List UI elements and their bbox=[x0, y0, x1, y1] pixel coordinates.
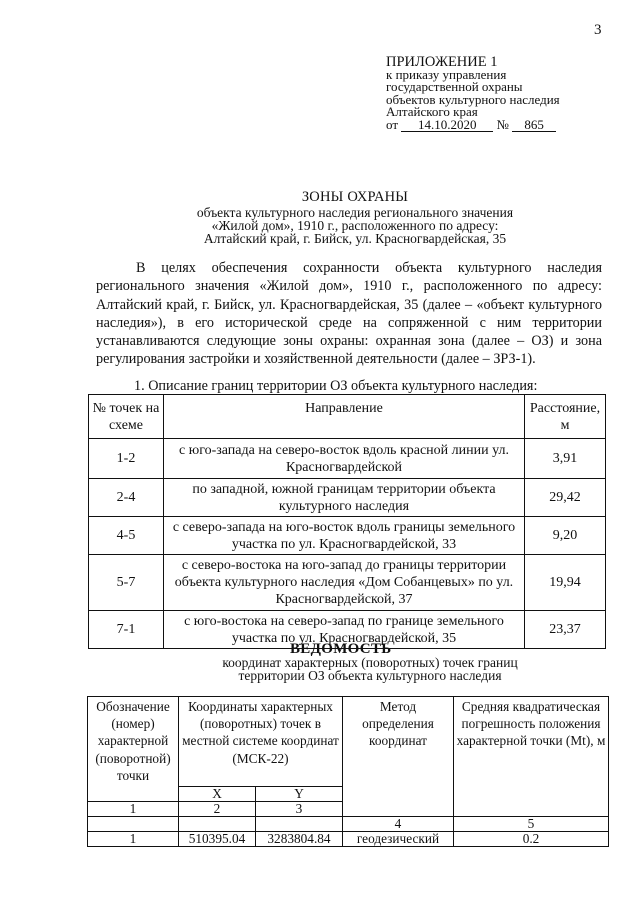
table-header-row bbox=[89, 395, 606, 439]
appendix-block bbox=[386, 56, 626, 132]
header-method: Метод определения координат bbox=[343, 697, 454, 817]
appendix-line: государственной охраны bbox=[386, 79, 523, 94]
section-title: 1. Описание границ территории ОЗ объекта культурного наследия: bbox=[134, 378, 538, 394]
boundary-table bbox=[88, 394, 606, 649]
vedomost-subtitle-line: координат характерных (поворотных) точек границ bbox=[222, 655, 518, 670]
appendix-line: Алтайского края bbox=[386, 104, 478, 119]
cell-direction: с юго-запада на северо-восток вдоль красной линии ул. Красногвардейской bbox=[164, 439, 525, 479]
column-number-row bbox=[88, 817, 609, 832]
number-sign: № bbox=[496, 116, 509, 132]
cell-direction: с юго-востока на северо-запад по границе земельного участка по ул. Красногвардейской, 35 bbox=[164, 611, 525, 649]
table-row bbox=[89, 555, 606, 611]
order-number: 865 bbox=[512, 119, 556, 133]
table-row bbox=[89, 439, 606, 479]
column-number: 1 bbox=[88, 802, 179, 817]
page-number: 3 bbox=[594, 22, 602, 38]
coordinates-table bbox=[87, 696, 609, 847]
cell-distance: 9,20 bbox=[525, 517, 606, 555]
column-number bbox=[179, 817, 256, 832]
header-direction: Направление bbox=[164, 395, 525, 439]
document-title bbox=[140, 191, 570, 245]
table-row bbox=[89, 479, 606, 517]
cell-distance: 23,37 bbox=[525, 611, 606, 649]
header-y: Y bbox=[256, 787, 343, 802]
cell-y: 3283804.84 bbox=[256, 832, 343, 847]
appendix-line: объектов культурного наследия bbox=[386, 91, 560, 107]
cell-distance: 29,42 bbox=[525, 479, 606, 517]
appendix-heading: ПРИЛОЖЕНИЕ 1 bbox=[386, 54, 498, 70]
title-main: ЗОНЫ ОХРАНЫ bbox=[301, 189, 409, 205]
cell-direction: по западной, южной границам территории объекта культурного наследия bbox=[164, 479, 525, 517]
column-number: 4 bbox=[343, 817, 454, 832]
cell-error: 0.2 bbox=[454, 832, 609, 847]
cell-points: 1-2 bbox=[89, 439, 164, 479]
cell-direction: с северо-востока на юго-запад до границы территории объекта культурного наследия «Дом Собанцевых» по ул. Красногвардейской, 37 bbox=[164, 555, 525, 611]
intro-paragraph: В целях обеспечения сохранности объекта культурного наследия регионального значения «Жилой дом», 1910 г., расположенного по адресу: Алтайский край, г. Бийск, ул. Красногвардейская, 35 (далее – «объект культурного наследия»), в его исторической среде на сопряженной с ним территории устанавливаются следующие зоны охраны: охранная зона (далее – ОЗ) и зона регулирования застройки и хозяйственной деятельности (далее – ЗРЗ-1). bbox=[96, 260, 602, 368]
title-line: Алтайский край, г. Бийск, ул. Красногвардейская, 35 bbox=[203, 231, 507, 246]
column-number bbox=[256, 817, 343, 832]
table-row bbox=[89, 517, 606, 555]
cell-method: геодезический bbox=[343, 832, 454, 847]
header-point-designation: Обозначение (номер) характерной (поворотной) точки bbox=[88, 697, 179, 802]
cell-x: 510395.04 bbox=[179, 832, 256, 847]
column-number bbox=[88, 817, 179, 832]
table-header-row bbox=[88, 697, 609, 787]
cell-points: 2-4 bbox=[89, 479, 164, 517]
header-points: № точек на схеме bbox=[89, 395, 164, 439]
title-line: объекта культурного наследия регионального значения bbox=[196, 205, 514, 220]
cell-point: 1 bbox=[88, 832, 179, 847]
column-number: 5 bbox=[454, 817, 609, 832]
header-coordinates: Координаты характерных (поворотных) точек в местной системе координат (МСК-22) bbox=[179, 697, 343, 787]
cell-points: 7-1 bbox=[89, 611, 164, 649]
vedomost-subtitle bbox=[170, 656, 570, 682]
cell-distance: 3,91 bbox=[525, 439, 606, 479]
vedomost-subtitle-line: территории ОЗ объекта культурного наследия bbox=[238, 668, 502, 683]
appendix-line: к приказу управления bbox=[386, 66, 507, 82]
date-prefix: от bbox=[386, 116, 399, 132]
order-date: 14.10.2020 bbox=[401, 119, 493, 133]
header-distance: Расстояние, м bbox=[525, 395, 606, 439]
cell-direction: с северо-запада на юго-восток вдоль границы земельного участка по ул. Красногвардейской, 33 bbox=[164, 517, 525, 555]
column-number: 3 bbox=[256, 802, 343, 817]
table-row bbox=[88, 832, 609, 847]
column-number: 2 bbox=[179, 802, 256, 817]
order-date-line bbox=[386, 116, 626, 133]
header-error: Средняя квадратическая погрешность положения характерной точки (Mt), м bbox=[454, 697, 609, 817]
header-x: X bbox=[179, 787, 256, 802]
cell-points: 4-5 bbox=[89, 517, 164, 555]
cell-distance: 19,94 bbox=[525, 555, 606, 611]
title-line: «Жилой дом», 1910 г., расположенного по адресу: bbox=[211, 218, 499, 233]
cell-points: 5-7 bbox=[89, 555, 164, 611]
vedomost-title: ВЕДОМОСТЬ bbox=[290, 641, 392, 657]
